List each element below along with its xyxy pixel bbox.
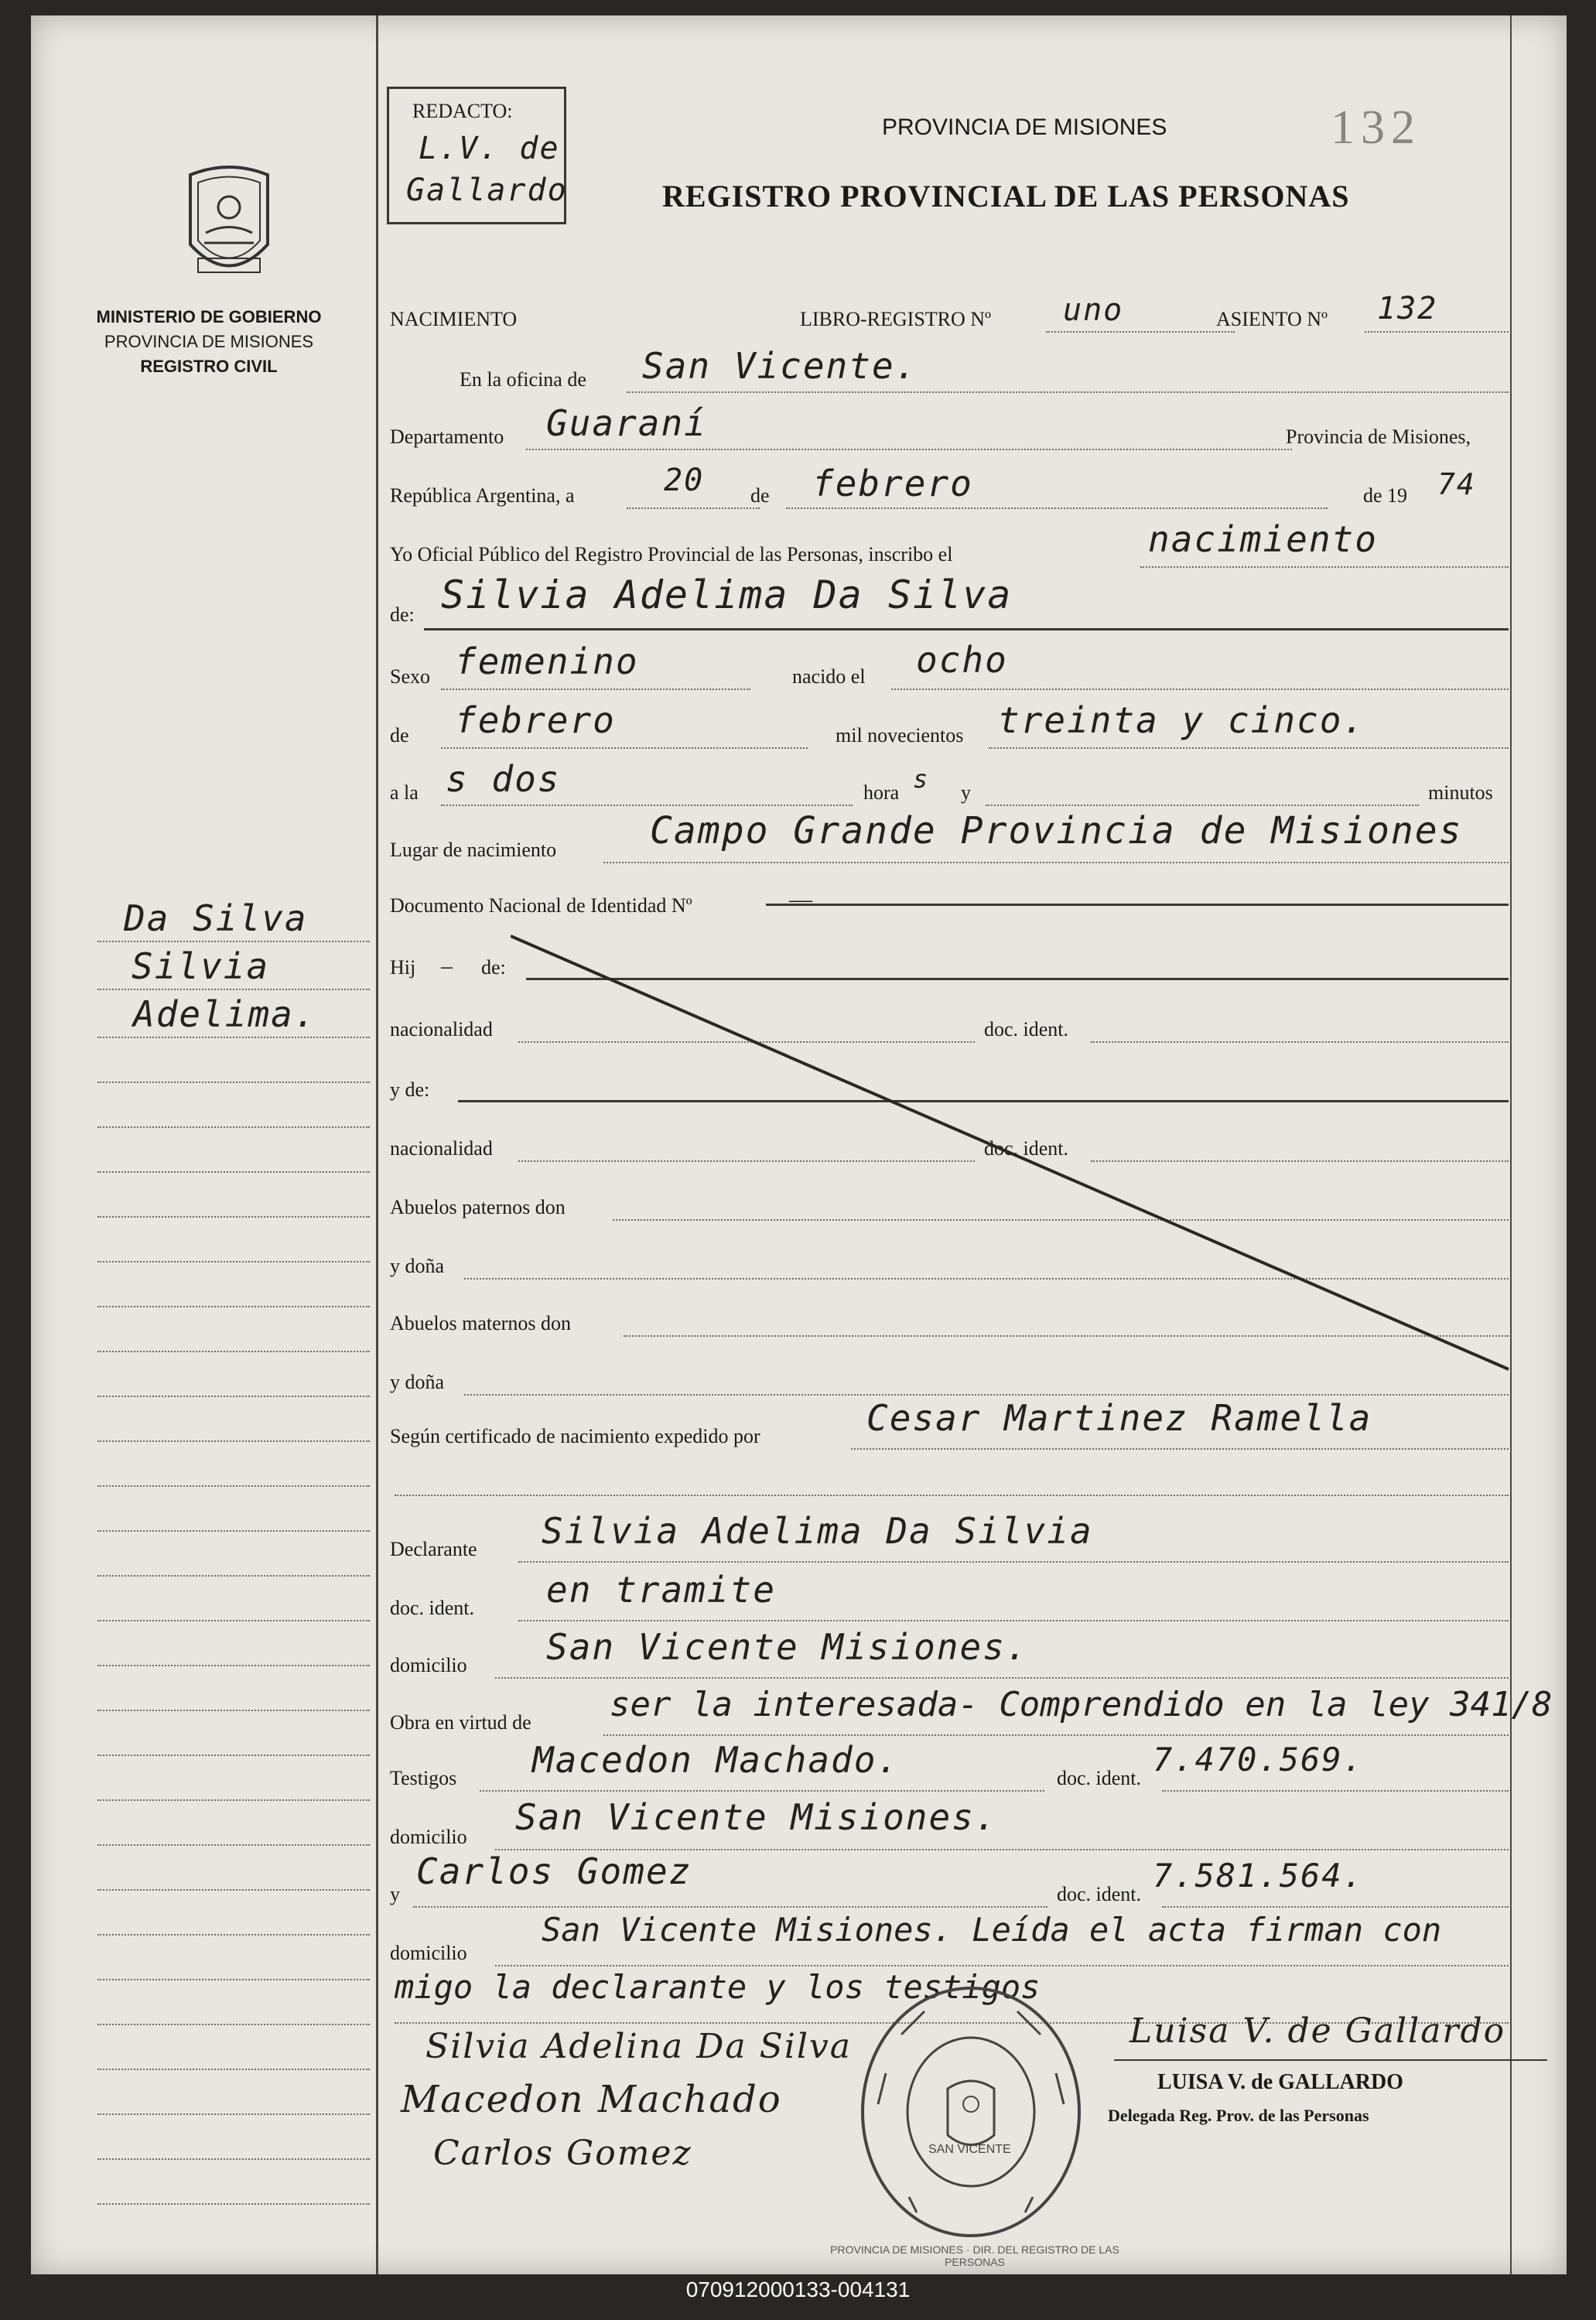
margin-line [97,1396,370,1397]
page-number: 132 [1331,101,1421,154]
signature-testigo-1: Macedon Machado [401,2078,782,2121]
mes-value: febrero [812,463,973,504]
testigo1-line [480,1790,1044,1792]
margin-line [97,1799,370,1801]
official-signature-line [1114,2059,1547,2061]
margin-line [97,1889,370,1891]
minutos-line [986,805,1419,806]
margin-line [97,2069,370,2070]
margin-line [97,1665,370,1666]
de2-label: de [390,724,409,747]
doc-ident5-value: 7.581.564. [1153,1857,1364,1895]
doc-ident4-value: 7.470.569. [1153,1741,1364,1778]
margin-line [97,1351,370,1352]
provincial-seal-icon [175,159,283,291]
nacido-line [891,688,1509,690]
y-dona2-line [464,1394,1509,1396]
hora-line [441,805,853,806]
yo-oficial-label: Yo Oficial Público del Registro Provincial de las Personas, inscribo el [390,543,953,565]
margin-line [97,2113,370,2115]
margin-line [97,1575,370,1577]
dni-line [766,904,1509,906]
domicilio1-value: San Vicente Misiones. [546,1626,1029,1668]
nacido-value: ocho [916,639,1008,681]
abuelos-mat-label: Abuelos maternos don [390,1312,571,1334]
domicilio2-value: San Vicente Misiones. [515,1796,998,1838]
margin-line [97,1979,370,1980]
lugar-label: Lugar de nacimiento [390,839,557,861]
mil-label: mil novecientos [836,724,964,747]
official-title: Delegada Reg. Prov. de las Personas [1108,2106,1369,2125]
hora-value: s dos [446,758,561,800]
doc-ident3-line [518,1620,1509,1621]
signature-testigo-2: Carlos Gomez [433,2134,692,2173]
y2-label: y [390,1883,400,1905]
doc-ident4-line [1162,1790,1509,1792]
mes-line [786,507,1328,509]
margin-line [97,941,370,942]
stamp-text: PROVINCIA DE MISIONES · DIR. DEL REGISTRO DE LAS PERSONAS [830,2243,1119,2268]
departamento-label: Departamento [390,425,504,448]
hij-label: Hij [390,956,416,979]
redacto-value-2: Gallardo [406,173,568,208]
margin-line [97,1710,370,1711]
de-label: de [750,484,770,507]
margin-line [97,1171,370,1173]
doc-ident4-label: doc. ident. [1057,1767,1142,1789]
certificado-line-2 [395,1495,1509,1496]
de-name-label: de: [390,603,415,626]
certificado-label: Según certificado de nacimiento expedido por [390,1425,760,1447]
declarante-value: Silvia Adelima Da Silvia [542,1510,1093,1552]
doc-ident2-label: doc. ident. [984,1137,1069,1160]
hora-label: hora [863,781,900,804]
official-name: LUISA V. de GALLARDO [1157,2070,1403,2094]
testigo2-value: Carlos Gomez [416,1850,692,1892]
margin-middlename: Adelima. [133,993,317,1035]
margin-line [97,1755,370,1756]
ministry-line-2: PROVINCIA DE MISIONES [104,332,314,351]
departamento-line [526,449,1292,450]
margin-line [97,1485,370,1487]
nacionalidad1-label: nacionalidad [390,1018,493,1040]
asiento-line [1365,331,1509,333]
dia-value: 20 [664,463,705,498]
oficina-value: San Vicente. [642,345,918,387]
dia-line [627,507,760,509]
redacto-value-1: L.V. de [419,131,560,166]
signature-official: Luisa V. de Gallardo [1130,2011,1506,2051]
domicilio1-line [495,1677,1509,1679]
certificado-value: Cesar Martinez Ramella [866,1397,1372,1439]
y-de-label: y de: [390,1078,430,1101]
redacto-box [387,87,566,224]
margin-line [97,2203,370,2205]
margin-firstname: Silvia [132,945,270,987]
y-label: y [961,781,971,804]
continuacion-value: migo la declarante y los testigos [395,1968,1041,2006]
margin-line [97,1620,370,1621]
nacionalidad2-label: nacionalidad [390,1137,493,1160]
stamp-sub: SAN VICENTE [928,2143,1011,2156]
margin-line [97,1081,370,1083]
dni-value: — [789,887,812,912]
margin-line [97,1934,370,1936]
registry-stamp-icon [855,1980,1087,2243]
domicilio3-line [495,1965,1509,1966]
minutos-label: minutos [1428,781,1493,804]
declarante-label: Declarante [390,1538,477,1560]
a-la-label: a la [390,781,419,804]
margin-line [97,1037,370,1038]
redacto-label: REDACTO: [412,100,513,122]
anio-value: 74 [1437,467,1476,501]
margin-line [97,1306,370,1307]
departamento-value: Guaraní [546,402,707,444]
anio-nac-value: treinta y cinco. [998,699,1366,741]
margin-line [97,989,370,990]
inscribo-line [1140,566,1509,568]
margin-line [97,1126,370,1128]
margin-surname: Da Silva [124,897,308,939]
y-dona2-label: y doña [390,1371,445,1393]
lugar-line [603,862,1509,863]
document-page [31,15,1567,2274]
ministry-line-3: REGISTRO CIVIL [140,357,278,376]
sexo-line [441,688,750,690]
sexo-label: Sexo [390,665,430,688]
hij-dash: – [441,953,453,979]
hora-s-value: s [913,764,930,794]
obra-label: Obra en virtud de [390,1711,531,1734]
y-dona1-label: y doña [390,1255,445,1277]
domicilio3-label: domicilio [390,1942,467,1964]
testigo1-value: Macedon Machado. [532,1739,901,1781]
dni-label: Documento Nacional de Identidad Nº [390,894,692,917]
margin-line [97,1844,370,1846]
anio-nac-line [989,747,1509,749]
libro-value: uno [1063,292,1124,328]
mes-nac-line [441,747,808,749]
doc-ident1-label: doc. ident. [984,1018,1069,1040]
obra-line [603,1734,1509,1736]
certificado-line [851,1448,1509,1450]
doc-ident5-line [1162,1906,1509,1908]
libro-label: LIBRO-REGISTRO Nº [800,308,992,330]
libro-line [1046,331,1235,333]
margin-line [97,1530,370,1532]
declarante-line [518,1561,1509,1563]
cancellation-stroke [511,921,1532,1385]
inscribo-value: nacimiento [1148,518,1378,560]
hij-de-label: de: [481,956,506,979]
doc-ident5-label: doc. ident. [1057,1883,1142,1905]
nombre-value: Silvia Adelima Da Silva [441,572,1013,617]
mes-nac-value: febrero [455,699,616,741]
lugar-value: Campo Grande Provincia de Misiones [650,809,1463,852]
ministry-line-1: MINISTERIO DE GOBIERNO [96,307,322,326]
domicilio1-label: domicilio [390,1654,467,1676]
asiento-label: ASIENTO Nº [1216,308,1328,330]
domicilio3-value: San Vicente Misiones. Leída el acta firman con [542,1911,1442,1949]
margin-line [97,1261,370,1263]
ministry-block [62,305,356,379]
oficina-line [627,391,1509,393]
nacimiento-label: NACIMIENTO [390,308,518,330]
nombre-line [424,628,1509,630]
doc-ident3-label: doc. ident. [390,1597,475,1619]
provincia-label: Provincia de Misiones, [1286,425,1471,448]
asiento-value: 132 [1377,291,1438,326]
footer-id: 070912000133-004131 [685,2277,911,2301]
margin-line [97,1216,370,1218]
doc-ident3-value: en tramite [546,1569,776,1611]
testigos-label: Testigos [390,1767,457,1789]
de-anio-label: de 19 [1363,484,1408,507]
margin-line [97,2024,370,2025]
signature-declarante: Silvia Adelina Da Silva [425,2027,852,2066]
abuelos-pat-label: Abuelos paternos don [390,1196,566,1218]
domicilio2-label: domicilio [390,1826,467,1848]
sexo-value: femenino [455,641,639,682]
republica-label: República Argentina, a [390,484,575,507]
nacido-label: nacido el [792,665,866,688]
margin-line [97,1440,370,1442]
margin-divider [376,15,378,2274]
province-title: PROVINCIA DE MISIONES [882,114,1167,140]
margin-line [97,2158,370,2160]
registry-title: REGISTRO PROVINCIAL DE LAS PERSONAS [662,179,1350,214]
obra-value: ser la interesada- Comprendido en la ley 341/8 [610,1685,1553,1724]
oficina-label: En la oficina de [460,368,586,391]
testigo2-line [413,1906,1047,1908]
